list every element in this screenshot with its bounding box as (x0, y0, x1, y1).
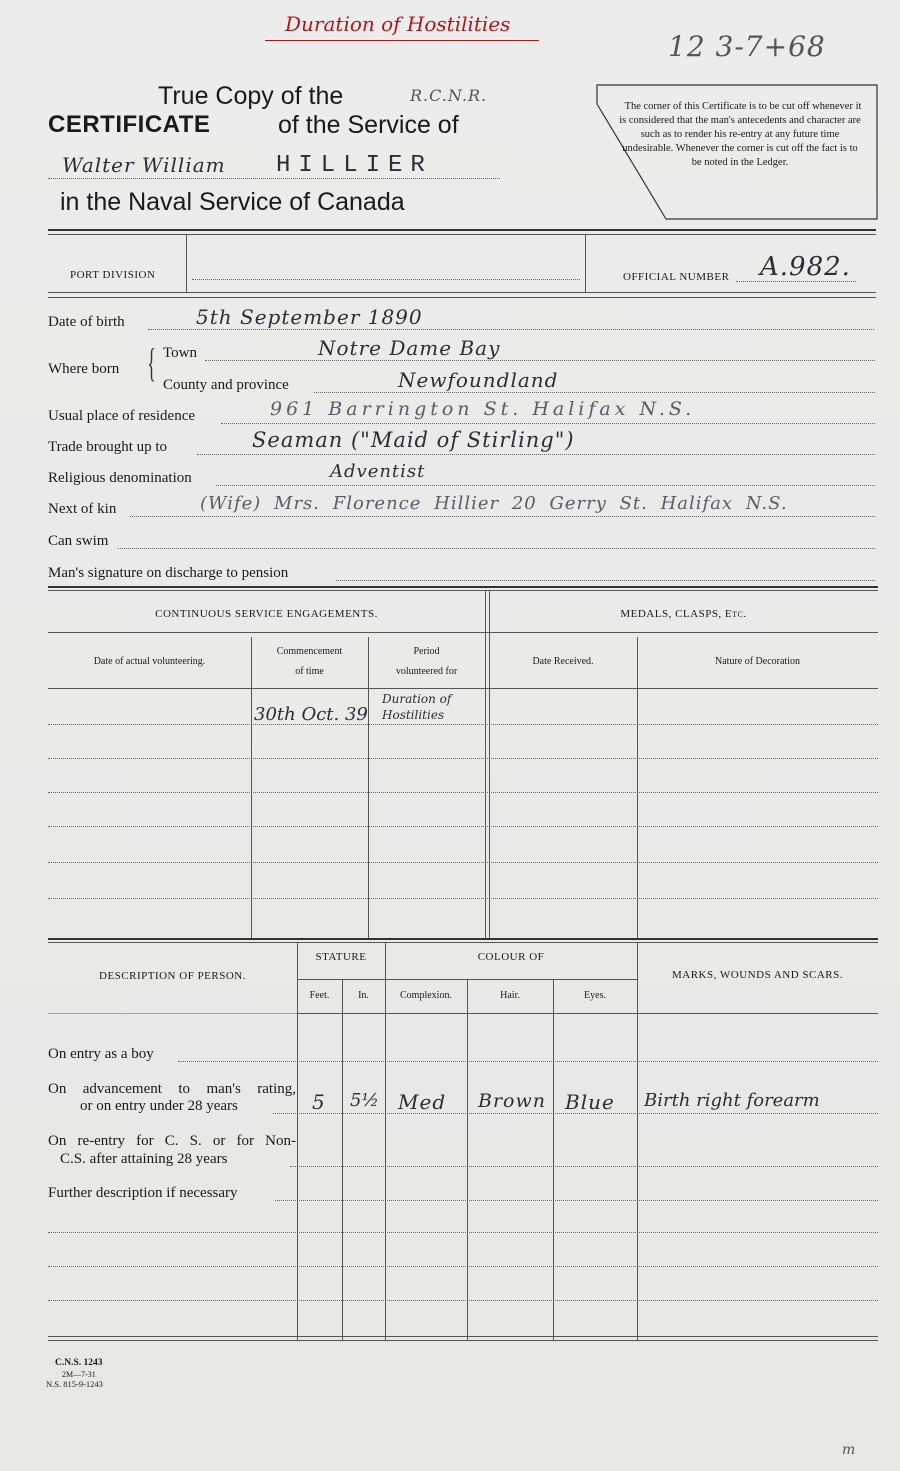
town-dots (205, 360, 875, 361)
col-nature-decoration: Nature of Decoration (715, 656, 800, 667)
medals-header: MEDALS, CLASPS, Etc. (620, 608, 747, 620)
dots-boy (178, 1061, 878, 1062)
commencement-value: 30th Oct. 39 (254, 704, 368, 725)
value-hair: Brown (478, 1090, 546, 1112)
religion-label: Religious denomination (48, 470, 192, 486)
name-dotted-line (48, 178, 500, 179)
eng-col-divider-2 (368, 637, 369, 940)
description-header: DESCRIPTION OF PERSON. (99, 970, 246, 982)
rule-top-band-inner (48, 234, 876, 235)
title-certificate: CERTIFICATE (48, 111, 211, 138)
rule-description-bottom2 (48, 1340, 878, 1341)
eyes-header: Eyes. (584, 990, 606, 1001)
row-reentry-a: On re-entry for C. S. or for Non- (48, 1133, 296, 1149)
signature-label: Man's signature on discharge to pension (48, 565, 289, 581)
desc-divider-stature (385, 942, 386, 1340)
kin-value: (Wife) Mrs. Florence Hillier 20 Gerry St. Halifax N.S. (200, 493, 788, 514)
town-value: Notre Dame Bay (318, 336, 501, 360)
value-eyes: Blue (565, 1090, 615, 1114)
dob-value: 5th September 1890 (196, 305, 423, 329)
row-entry-boy: On entry as a boy (48, 1046, 154, 1062)
engagements-medals-divider2 (489, 590, 490, 940)
col-date-volunteering: Date of actual volunteering. (93, 656, 206, 667)
desc-divider-complexion (467, 980, 468, 1340)
trade-label: Trade brought up to (48, 439, 168, 455)
rule-engagements-top2 (48, 590, 878, 591)
rule-col-headers (48, 688, 878, 689)
stature-header: STATURE (315, 951, 367, 963)
county-label: County and province (163, 377, 289, 393)
residence-value: 961 Barrington St. Halifax N.S. (270, 398, 696, 420)
dob-dots (148, 329, 874, 330)
row-dots-1 (48, 724, 878, 725)
residence-dots (221, 423, 875, 424)
row-advancement-b: or on entry under 28 years (80, 1098, 238, 1114)
given-names: Walter William (62, 153, 226, 177)
rule-stature-colour (297, 979, 637, 980)
port-division-divider-right (585, 234, 586, 292)
row-dots-4 (48, 826, 878, 827)
complexion-header: Complexion. (400, 990, 452, 1001)
colour-header: COLOUR OF (477, 951, 545, 963)
desc-divider-feet (342, 980, 343, 1340)
row-further-description: Further description if necessary (48, 1185, 238, 1201)
eng-col-divider-1 (251, 637, 252, 940)
period-value-b: Hostilities (382, 708, 445, 722)
col-commencement-a: Commencement (276, 646, 343, 657)
rule-desc-subheader (297, 1013, 878, 1014)
county-dots (314, 392, 875, 393)
value-marks: Birth right forearm (644, 1090, 820, 1111)
dob-label: Date of birth (48, 314, 125, 330)
where-born-label: Where born (48, 361, 120, 377)
engagements-medals-divider (485, 590, 486, 940)
form-number: C.N.S. 1243 (55, 1358, 103, 1368)
desc-divider-eyes (637, 942, 638, 1340)
value-complexion: Med (398, 1090, 447, 1114)
where-born-brace: { (147, 340, 156, 385)
dots-further-2 (48, 1232, 878, 1233)
title-line1: True Copy of the (158, 82, 344, 110)
value-feet: 5 (312, 1090, 326, 1114)
county-value: Newfoundland (398, 368, 559, 392)
form-ns-number: N.S. 815-9-1243 (46, 1379, 103, 1389)
port-division-dots (192, 279, 580, 280)
surname: HILLIER (276, 152, 433, 179)
kin-label: Next of kin (48, 501, 117, 517)
form-print-run: 2M—7-31 (62, 1370, 96, 1379)
row-dots-2 (48, 758, 878, 759)
official-number-value: A.982. (760, 252, 851, 282)
dots-further-1 (275, 1200, 878, 1201)
col-date-received: Date Received. (532, 656, 594, 667)
file-reference-number: 12 3-7+68 (668, 30, 826, 63)
swim-label: Can swim (48, 533, 109, 549)
title-line4: in the Naval Service of Canada (60, 188, 405, 216)
engagements-header: CONTINUOUS SERVICE ENGAGEMENTS. (155, 608, 378, 620)
desc-divider-label (297, 942, 298, 1340)
inches-header: In. (358, 990, 369, 1001)
hair-header: Hair. (500, 990, 520, 1001)
title-line2: of the Service of (278, 111, 459, 139)
corner-note-text: The corner of this Certificate is to be cut off whenever it is considered that the man's antecedents and character are such as to render his re-entry at any future time undesirable. Whenever the corner is cut off the fact is to be noted in the Ledger. (619, 101, 862, 168)
swim-dots (118, 548, 875, 549)
town-label: Town (163, 345, 197, 361)
rule-band-bottom2 (48, 297, 876, 298)
dots-reentry (290, 1166, 878, 1167)
port-division-label: PORT DIVISION (70, 269, 156, 281)
residence-label: Usual place of residence (48, 408, 196, 424)
religion-value: Adventist (330, 461, 426, 482)
dots-further-4 (48, 1300, 878, 1301)
row-advancement-a: On advancement to man's rating, (48, 1081, 296, 1097)
duration-annotation: Duration of Hostilities (285, 12, 511, 36)
desc-divider-hair (553, 980, 554, 1340)
row-dots-5 (48, 862, 878, 863)
row-dots-3 (48, 792, 878, 793)
col-commencement-b: of time (295, 666, 324, 677)
marks-header: MARKS, WOUNDS AND SCARS. (671, 969, 844, 981)
col-period-a: Period (413, 646, 440, 657)
period-value-a: Duration of (382, 692, 452, 706)
rule-desc-left (48, 1013, 297, 1014)
rule-description-top2 (48, 942, 878, 943)
row-dots-6 (48, 898, 878, 899)
value-inches: 5½ (350, 1090, 379, 1111)
service-abbrev: R.C.N.R. (410, 86, 488, 105)
red-underline (265, 40, 539, 41)
row-reentry-b: C.S. after attaining 28 years (60, 1151, 228, 1167)
signature-dots (336, 580, 875, 581)
trade-value: Seaman ("Maid of Stirling") (252, 428, 575, 452)
rule-engagements-top (48, 586, 878, 588)
official-number-label: OFFICIAL NUMBER (623, 271, 730, 283)
rule-top-band (48, 229, 876, 231)
medal-col-divider (637, 637, 638, 940)
religion-dots (216, 485, 875, 486)
dots-further-3 (48, 1266, 878, 1267)
trade-dots (197, 454, 875, 455)
port-division-divider-left (186, 234, 187, 292)
corner-handwritten-mark: m (842, 1442, 857, 1458)
kin-dots (130, 516, 875, 517)
rule-description-bottom (48, 1336, 878, 1337)
feet-header: Feet. (309, 990, 330, 1001)
rule-description-top (48, 938, 878, 940)
rule-subheader (48, 632, 878, 633)
rule-band-bottom (48, 292, 876, 293)
col-period-b: volunteered for (395, 666, 458, 677)
